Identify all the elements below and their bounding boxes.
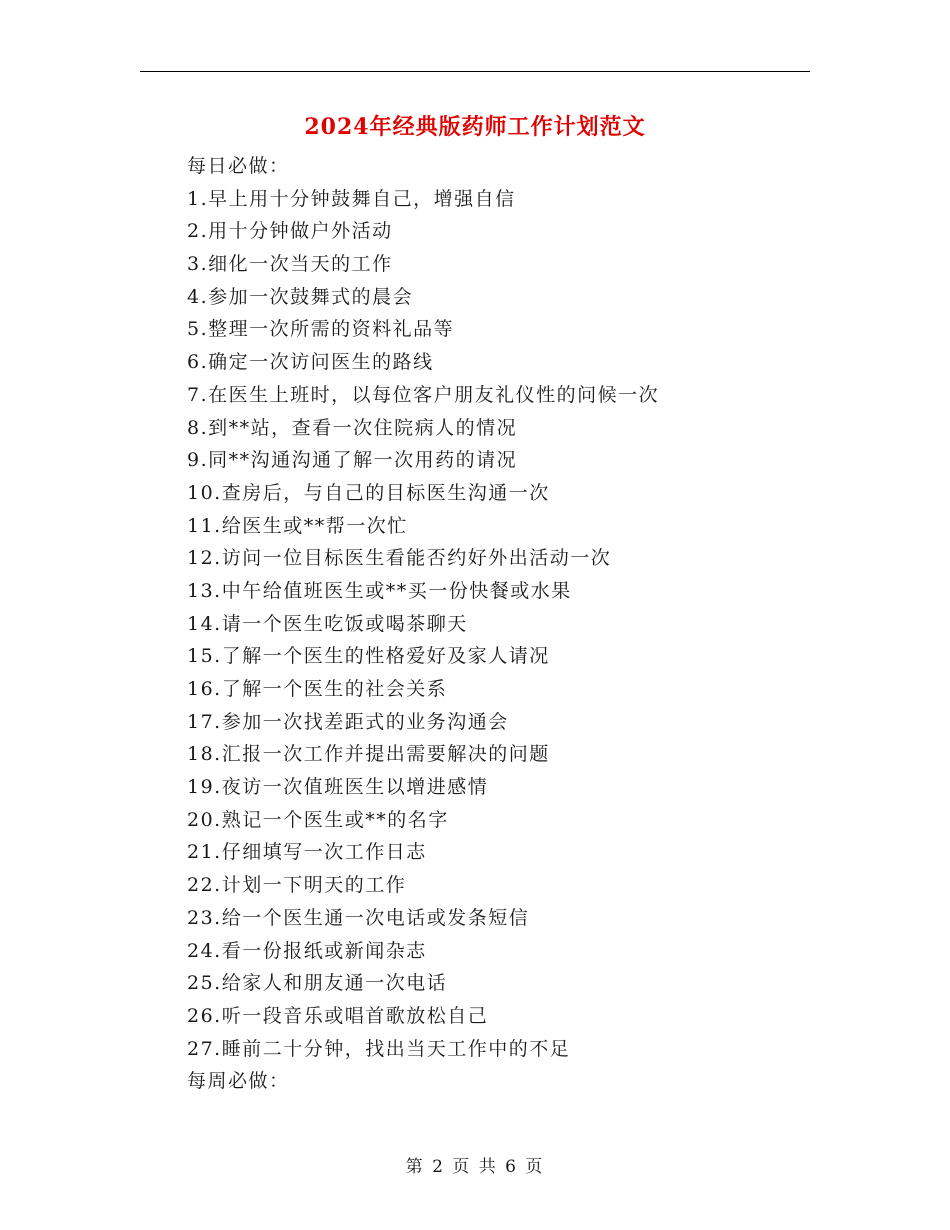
list-item: 4.参加一次鼓舞式的晨会 [187,285,414,308]
daily-list [187,183,827,1066]
list-item: 8.到**站，查看一次住院病人的情况 [187,416,518,439]
list-item: 7.在医生上班时，以每位客户朋友礼仪性的问候一次 [187,383,660,406]
list-item: 27.睡前二十分钟，找出当天工作中的不足 [187,1037,571,1060]
list-item: 21.仔细填写一次工作日志 [187,841,427,864]
list-item: 26.听一段音乐或唱首歌放松自己 [187,1004,489,1027]
list-item: 5.整理一次所需的资料礼品等 [187,318,455,341]
list-item: 19.夜访一次值班医生以增进感情 [187,776,489,799]
list-item: 23.给一个医生通一次电话或发条短信 [187,906,530,929]
list-item: 15.了解一个医生的性格爱好及家人请况 [187,645,550,668]
page-number: 第 2 页 共 6 页 [405,1157,545,1177]
daily-heading: 每日必做： [187,155,290,177]
document-title: 2024年经典版药师工作计划范文 [304,114,646,140]
list-item: 20.熟记一个医生或**的名字 [187,808,449,831]
list-item: 13.中午给值班医生或**买一份快餐或水果 [187,579,572,602]
weekly-heading: 每周必做： [187,1070,290,1093]
list-item: 14.请一个医生吃饭或喝茶聊天 [187,612,468,635]
list-item: 2.用十分钟做户外活动 [187,220,393,243]
list-item: 12.访问一位目标医生看能否约好外出活动一次 [187,547,612,570]
list-item: 22.计划一下明天的工作 [187,874,407,897]
list-item: 11.给医生或**帮一次忙 [187,514,408,537]
list-item: 16.了解一个医生的社会关系 [187,678,448,700]
list-item: 10.查房后，与自己的目标医生沟通一次 [187,481,550,504]
list-item: 18.汇报一次工作并提出需要解决的问题 [187,743,550,766]
list-item: 25.给家人和朋友通一次电话 [187,972,448,995]
list-item: 17.参加一次找差距式的业务沟通会 [187,710,509,733]
list-item: 1.早上用十分钟鼓舞自己，增强自信 [187,187,516,210]
list-item: 24.看一份报纸或新闻杂志 [187,939,427,962]
document-body [187,150,827,1098]
list-item: 3.细化一次当天的工作 [187,253,393,276]
header-rule [140,71,810,72]
list-item: 6.确定一次访问医生的路线 [187,351,434,374]
list-item: 9.同**沟通沟通了解一次用药的请况 [187,449,518,472]
